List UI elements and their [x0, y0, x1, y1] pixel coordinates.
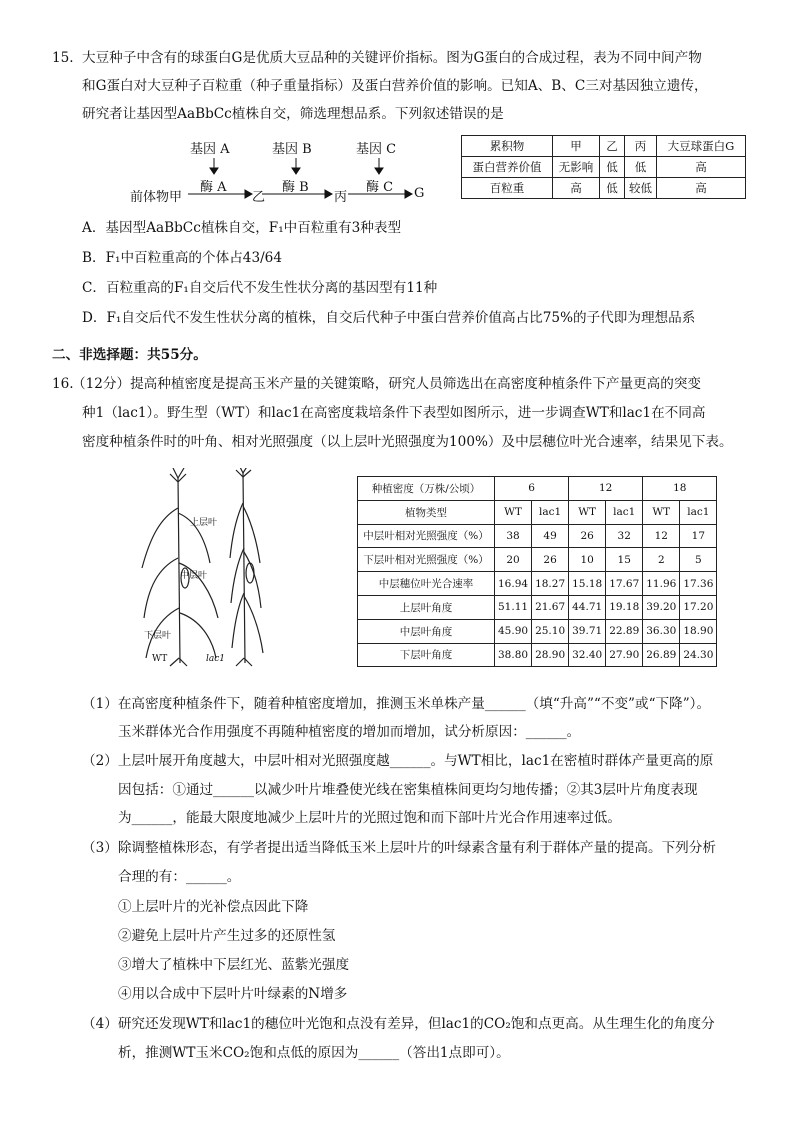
table-cell: 蛋白营养价值: [462, 157, 553, 178]
intermediate-yi-label: 乙: [252, 190, 266, 205]
table-header-cell: lac1: [680, 500, 717, 524]
section-heading: 二、非选择题：共55分。: [52, 347, 207, 363]
table-cell: 51.11: [495, 595, 532, 619]
table-cell: 20: [495, 548, 532, 572]
q15-option-b: B．F₁中百粒重高的个体占43/64: [82, 250, 282, 266]
table-header-cell: lac1: [606, 500, 643, 524]
q15-stem-line-2: 和G蛋白对大豆种子百粒重（种子重量指标）及蛋白营养价值的影响。已知A、B、C三对基因独立遗传，: [82, 78, 708, 94]
corn-plant-figure: [140, 468, 310, 668]
table-row: [358, 643, 717, 667]
table-cell: 高: [553, 178, 600, 199]
table-cell: 49: [532, 524, 569, 548]
table-row: [358, 572, 717, 596]
table-cell: 无影响: [553, 157, 600, 178]
table-cell: 17: [680, 524, 717, 548]
table-header-cell: WT: [495, 500, 532, 524]
table-row: [358, 524, 717, 548]
q16-sub1-line-1: （1）在高密度种植条件下，随着种植密度增加，推测玉米单株产量______（填“升高”“不变”或“下降”）。: [82, 696, 711, 712]
table-row: [358, 548, 717, 572]
middle-leaf-label: 中层叶: [180, 571, 208, 581]
table-cell: 21.67: [532, 595, 569, 619]
q16-sub3-option-2: ②避免上层叶片产生过多的还原性氢: [118, 928, 336, 944]
table-cell: 17.36: [680, 572, 717, 596]
lower-leaf-label: 下层叶: [144, 631, 172, 641]
table-cell: 28.90: [532, 643, 569, 667]
q16-number: 16.: [52, 376, 74, 392]
q15-number: 15.: [52, 50, 74, 66]
table-cell: 低: [625, 157, 657, 178]
table-row: [358, 595, 717, 619]
intermediate-bing-label: 丙: [334, 190, 348, 205]
precursor-label: 前体物甲: [130, 190, 183, 205]
table-cell: 中层叶相对光照强度（%）: [358, 524, 495, 548]
table-cell: 18.90: [680, 619, 717, 643]
table-cell: 2: [643, 548, 680, 572]
table-cell: 25.10: [532, 619, 569, 643]
upper-leaf-label: 上层叶: [190, 518, 218, 528]
enzyme-a-label: 酶 A: [200, 180, 227, 195]
table-cell: 低: [600, 178, 625, 199]
table-cell: 18.27: [532, 572, 569, 596]
table-row: [358, 477, 717, 501]
table-cell: 36.30: [643, 619, 680, 643]
q16-stem-line-3: 密度种植条件时的叶角、相对光照强度（以上层叶光照强度为100%）及中层穗位叶光合速率，结果见下表。: [82, 434, 733, 450]
gene-c-label: 基因 C: [356, 142, 397, 157]
table-header-cell: lac1: [532, 500, 569, 524]
table-cell: 45.90: [495, 619, 532, 643]
g-protein-synthesis-pathway: [130, 138, 450, 208]
table-cell: 44.71: [569, 595, 606, 619]
q16-stem-line-1: （12分）提高种植密度是提高玉米产量的关键策略，研究人员筛选出在高密度种植条件下产量更高的突变: [72, 376, 702, 392]
table-cell: 5: [680, 548, 717, 572]
enzyme-c-label: 酶 C: [366, 180, 394, 195]
table-header-cell: 大豆球蛋白G: [657, 136, 746, 157]
table-cell: 39.20: [643, 595, 680, 619]
table-cell: 15.18: [569, 572, 606, 596]
q16-sub3-line-1: （3）除调整植株形态，有学者提出适当降低玉米上层叶片的叶绿素含量有利于群体产量的提高。下列分析: [82, 840, 716, 856]
table-cell: 17.67: [606, 572, 643, 596]
table-cell: 32.40: [569, 643, 606, 667]
table-cell: 上层叶角度: [358, 595, 495, 619]
table-cell: 24.30: [680, 643, 717, 667]
table-row: [462, 136, 746, 157]
table-header-cell: 甲: [553, 136, 600, 157]
q16-stem-line-2: 种1（lac1）。野生型（WT）和lac1在高密度栽培条件下表型如图所示，进一步调查WT和lac1在不同高: [82, 405, 706, 421]
table-cell: 22.89: [606, 619, 643, 643]
table-row: [358, 619, 717, 643]
table-row: [462, 157, 746, 178]
q16-sub3-option-4: ④用以合成中下层叶片叶绿素的N增多: [118, 986, 348, 1002]
table-cell: 较低: [625, 178, 657, 199]
table-cell: 高: [657, 178, 746, 199]
table-cell: 27.90: [606, 643, 643, 667]
q16-sub2-line-2: 因包括：①通过______以减少叶片堆叠使光线在密集植株间更均匀地传播；②其3层叶片角度表现: [118, 782, 698, 798]
table-row: [462, 178, 746, 199]
table-header-cell: 丙: [625, 136, 657, 157]
table-cell: 26: [569, 524, 606, 548]
table-header-cell: 6: [495, 477, 569, 501]
lac1-plant-label: lac1: [206, 654, 226, 664]
enzyme-b-label: 酶 B: [282, 180, 309, 195]
table-cell: 38: [495, 524, 532, 548]
table-cell: 39.71: [569, 619, 606, 643]
table-cell: 下层叶相对光照强度（%）: [358, 548, 495, 572]
q15-stem-line-1: 大豆种子中含有的球蛋白G是优质大豆品种的关键评价指标。图为G蛋白的合成过程，表为不同中间产物: [82, 50, 702, 66]
table-cell: 下层叶角度: [358, 643, 495, 667]
table-header-cell: 累积物: [462, 136, 553, 157]
q15-stem-line-3: 研究者让基因型AaBbCc植株自交，筛选理想品系。下列叙述错误的是: [82, 106, 504, 122]
table-cell: 百粒重: [462, 178, 553, 199]
table-cell: 16.94: [495, 572, 532, 596]
q16-density-table: [357, 476, 717, 667]
wt-plant-label: WT: [152, 654, 168, 664]
table-header-cell: 种植密度（万株/公顷）: [358, 477, 495, 501]
table-cell: 38.80: [495, 643, 532, 667]
table-header-cell: 18: [643, 477, 717, 501]
table-cell: 12: [643, 524, 680, 548]
gene-a-label: 基因 A: [190, 142, 230, 157]
table-cell: 低: [600, 157, 625, 178]
table-header-cell: 植物类型: [358, 500, 495, 524]
q16-sub1-line-2: 玉米群体光合作用强度不再随种植密度的增加而增加，试分析原因：______。: [118, 724, 581, 740]
q15-option-a: A．基因型AaBbCc植株自交，F₁中百粒重有3种表型: [82, 220, 402, 236]
table-cell: 中层叶角度: [358, 619, 495, 643]
product-g-label: G: [414, 186, 425, 201]
q16-sub3-option-1: ①上层叶片的光补偿点因此下降: [118, 899, 309, 915]
table-cell: 中层穗位叶光合速率: [358, 572, 495, 596]
table-cell: 19.18: [606, 595, 643, 619]
gene-b-label: 基因 B: [272, 142, 312, 157]
table-header-cell: WT: [569, 500, 606, 524]
q16-sub4-line-1: （4）研究还发现WT和lac1的穗位叶光饱和点没有差异，但lac1的CO₂饱和点更高。从生理生化的角度分: [82, 1016, 715, 1032]
table-cell: 26.89: [643, 643, 680, 667]
q16-sub2-line-1: （2）上层叶展开角度越大，中层叶相对光照强度越______。与WT相比，lac1在密植时群体产量更高的原: [82, 753, 714, 769]
table-cell: 26: [532, 548, 569, 572]
table-cell: 17.20: [680, 595, 717, 619]
q16-sub2-line-3: 为______，能最大限度地减少上层叶片的光照过饱和而下部叶片光合作用速率过低。: [118, 810, 621, 826]
q16-sub3-option-3: ③增大了植株中下层红光、蓝紫光强度: [118, 957, 350, 973]
q15-option-c: C．百粒重高的F₁自交后代不发生性状分离的基因型有11种: [82, 280, 438, 296]
table-header-cell: WT: [643, 500, 680, 524]
table-cell: 15: [606, 548, 643, 572]
q15-accumulation-table: [461, 135, 746, 199]
table-cell: 10: [569, 548, 606, 572]
table-cell: 高: [657, 157, 746, 178]
table-header-cell: 12: [569, 477, 643, 501]
table-row: [358, 500, 717, 524]
table-header-cell: 乙: [600, 136, 625, 157]
q16-sub3-line-2: 合理的有：______。: [118, 869, 241, 885]
table-cell: 11.96: [643, 572, 680, 596]
q16-sub4-line-2: 析，推测WT玉米CO₂饱和点低的原因为______（答出1点即可）。: [118, 1045, 510, 1061]
q15-option-d: D．F₁自交后代不发生性状分离的植株，自交后代种子中蛋白营养价值高占比75%的子代即为理想品系: [82, 310, 696, 326]
table-cell: 32: [606, 524, 643, 548]
